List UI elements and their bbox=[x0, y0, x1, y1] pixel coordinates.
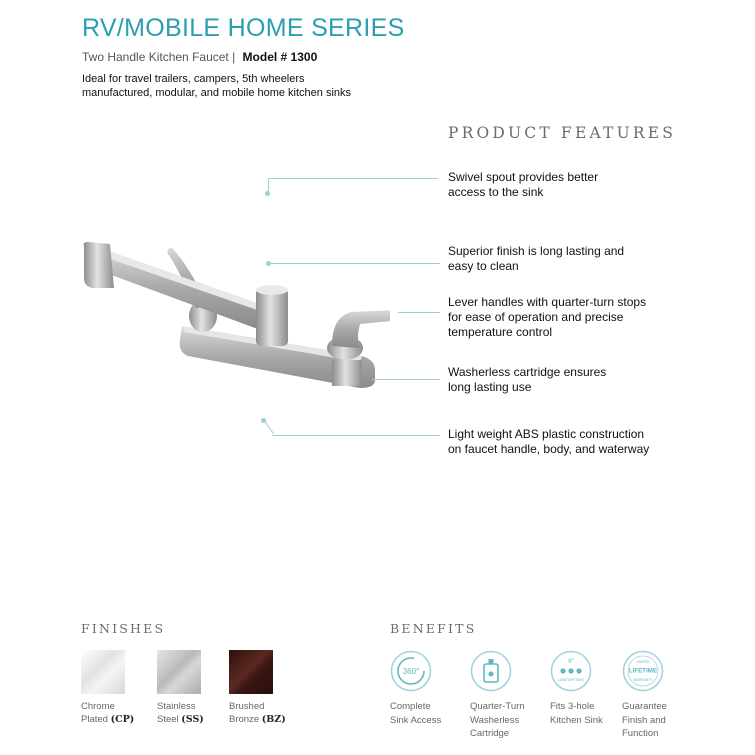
benefit-line: Function bbox=[622, 728, 659, 739]
benefit-line: Cartridge bbox=[470, 728, 510, 739]
leader-line bbox=[398, 312, 440, 313]
svg-text:LIFETIME: LIFETIME bbox=[628, 667, 658, 675]
feature-line: Lever handles with quarter-turn stops bbox=[448, 295, 647, 309]
finish-line: Plated bbox=[81, 714, 108, 725]
benefits-heading: BENEFITS bbox=[390, 621, 477, 636]
benefit-line: Complete bbox=[390, 701, 431, 712]
svg-text:LAVATORY SINK: LAVATORY SINK bbox=[557, 678, 585, 682]
feature-item bbox=[448, 170, 708, 200]
model-number: Model # 1300 bbox=[242, 50, 318, 64]
svg-text:8": 8" bbox=[568, 659, 574, 665]
benefit-line: Quarter-Turn bbox=[470, 701, 525, 712]
feature-line: Washerless cartridge ensures bbox=[448, 365, 607, 379]
feature-line: easy to clean bbox=[448, 259, 519, 273]
benefit-label bbox=[470, 700, 542, 741]
faucet-image bbox=[70, 228, 390, 398]
leader-line bbox=[372, 379, 440, 380]
three-hole-sink-icon bbox=[550, 650, 592, 692]
finish-line: Steel bbox=[157, 714, 179, 725]
chrome-swatch bbox=[81, 650, 125, 694]
leader-line bbox=[264, 420, 274, 434]
feature-item bbox=[448, 427, 708, 457]
feature-item bbox=[448, 295, 708, 340]
benefit-label bbox=[390, 700, 462, 727]
bronze-swatch bbox=[229, 650, 273, 694]
product-subtitle bbox=[82, 50, 317, 64]
features-heading: PRODUCT FEATURES bbox=[448, 124, 677, 142]
finish-code: (SS) bbox=[181, 714, 204, 725]
feature-line: long lasting use bbox=[448, 380, 532, 394]
lifetime-warranty-icon bbox=[622, 650, 664, 692]
feature-item bbox=[448, 365, 708, 395]
finish-label bbox=[229, 700, 286, 726]
feature-item bbox=[448, 244, 708, 274]
feature-line: temperature control bbox=[448, 325, 553, 339]
finish-line: Stainless bbox=[157, 701, 196, 712]
page-title: RV/MOBILE HOME SERIES bbox=[82, 14, 405, 42]
benefit-line: Kitchen Sink bbox=[550, 714, 603, 726]
finishes-heading: FINISHES bbox=[81, 621, 166, 636]
leader-line bbox=[272, 435, 440, 436]
finish-label bbox=[157, 700, 204, 726]
finish-line: Chrome bbox=[81, 701, 115, 712]
feature-line: on faucet handle, body, and waterway bbox=[448, 442, 650, 456]
description-line: Ideal for travel trailers, campers, 5th wheelers bbox=[82, 73, 305, 85]
benefit-line: Sink Access bbox=[390, 714, 442, 726]
360-icon bbox=[390, 650, 432, 692]
feature-line: Swivel spout provides better bbox=[448, 170, 599, 184]
feature-line: for ease of operation and precise bbox=[448, 310, 624, 324]
finish-code: (CP) bbox=[110, 714, 135, 725]
feature-line: access to the sink bbox=[448, 185, 544, 199]
leader-line bbox=[268, 178, 438, 179]
benefit-line: Guarantee bbox=[622, 701, 667, 712]
benefit-label bbox=[622, 700, 694, 741]
finish-code: (BZ) bbox=[261, 714, 286, 725]
finish-line: Bronze bbox=[229, 714, 260, 725]
svg-text:360°: 360° bbox=[402, 667, 420, 676]
product-type: Two Handle Kitchen Faucet | bbox=[82, 50, 236, 64]
finish-line: Brushed bbox=[229, 701, 265, 712]
benefit-line: Finish and bbox=[622, 714, 666, 726]
svg-text:LIMITED: LIMITED bbox=[636, 660, 650, 664]
feature-line: Light weight ABS plastic construction bbox=[448, 427, 645, 441]
stainless-swatch bbox=[157, 650, 201, 694]
svg-text:WARRANTY: WARRANTY bbox=[633, 678, 653, 682]
description-line: manufactured, modular, and mobile home kitchen sinks bbox=[82, 87, 352, 99]
leader-line bbox=[268, 178, 269, 193]
benefit-label bbox=[550, 700, 622, 727]
feature-line: Superior finish is long lasting and bbox=[448, 244, 625, 258]
product-description bbox=[82, 72, 412, 100]
benefit-line: Fits 3-hole bbox=[550, 701, 595, 712]
finish-label bbox=[81, 700, 134, 726]
cartridge-icon bbox=[470, 650, 512, 692]
leader-line bbox=[268, 263, 440, 264]
benefit-line: Washerless bbox=[470, 714, 520, 726]
